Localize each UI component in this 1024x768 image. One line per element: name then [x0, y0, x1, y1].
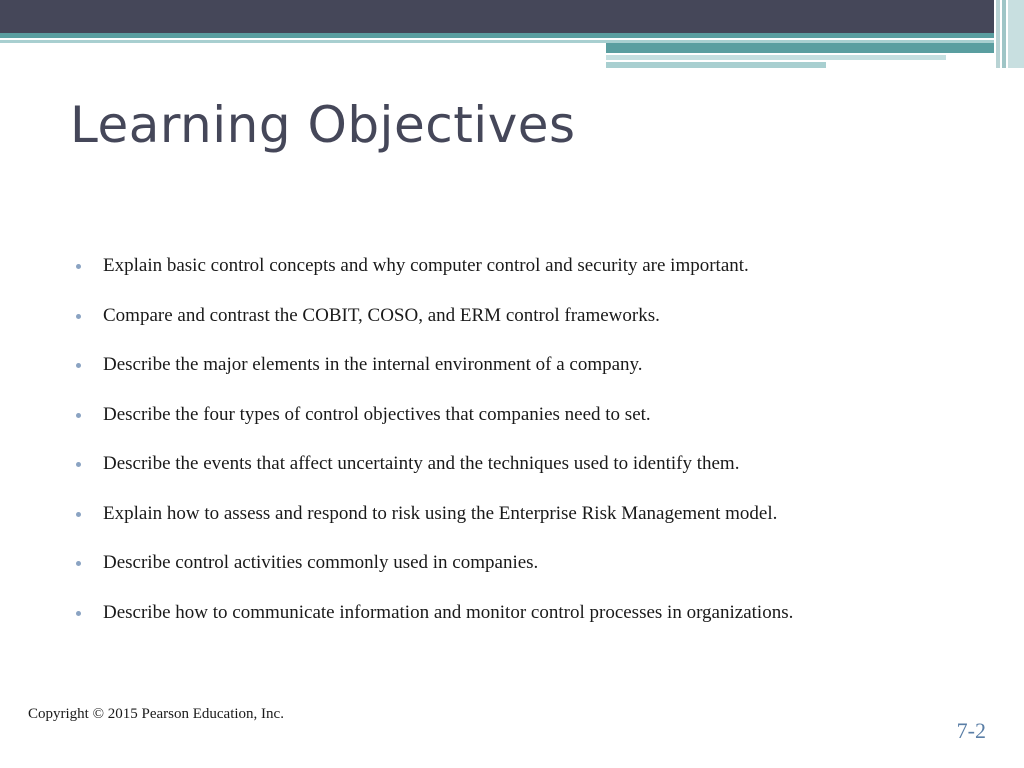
bullet-icon — [76, 512, 81, 517]
header-accent-band-light — [606, 55, 946, 60]
header-banner — [0, 0, 1024, 33]
slide-number: 7-2 — [956, 718, 986, 743]
bullet-icon — [76, 462, 81, 467]
bullet-icon — [76, 363, 81, 368]
objectives-list — [76, 253, 1006, 649]
objective-text: Describe the events that affect uncertainty and the techniques used to identify them. — [103, 453, 740, 474]
header-accent-band — [606, 43, 1024, 53]
bullet-icon — [76, 561, 81, 566]
copyright-notice: Copyright © 2015 Pearson Education, Inc. — [28, 706, 284, 722]
objective-text: Describe the four types of control objectives that companies need to set. — [103, 403, 651, 425]
objective-item — [76, 253, 1006, 303]
bullet-icon — [76, 264, 81, 269]
objective-item — [76, 303, 1006, 353]
header-corner-stripes — [994, 0, 1024, 68]
objective-item — [76, 402, 1006, 452]
header-accent-line — [0, 33, 1024, 38]
objective-text: Explain how to assess and respond to risk using the Enterprise Risk Management model. — [103, 502, 778, 524]
objective-text: Describe the major elements in the internal environment of a company. — [103, 354, 643, 375]
objective-item — [76, 352, 1006, 402]
objective-item — [76, 501, 1006, 551]
objective-text: Explain basic control concepts and why computer control and security are important. — [103, 255, 749, 276]
objective-text: Describe control activities commonly used in companies. — [103, 552, 539, 573]
objective-item — [76, 550, 1006, 600]
objective-text: Describe how to communicate information and monitor control processes in organizations. — [103, 601, 794, 623]
header-accent-band-short — [606, 62, 826, 68]
bullet-icon — [76, 413, 81, 418]
objective-item — [76, 451, 1006, 501]
objective-text: Compare and contrast the COBIT, COSO, and ERM control frameworks. — [103, 304, 660, 326]
bullet-icon — [76, 611, 81, 616]
objective-item — [76, 600, 1006, 650]
bullet-icon — [76, 314, 81, 319]
slide-title: Learning Objectives — [70, 96, 576, 154]
